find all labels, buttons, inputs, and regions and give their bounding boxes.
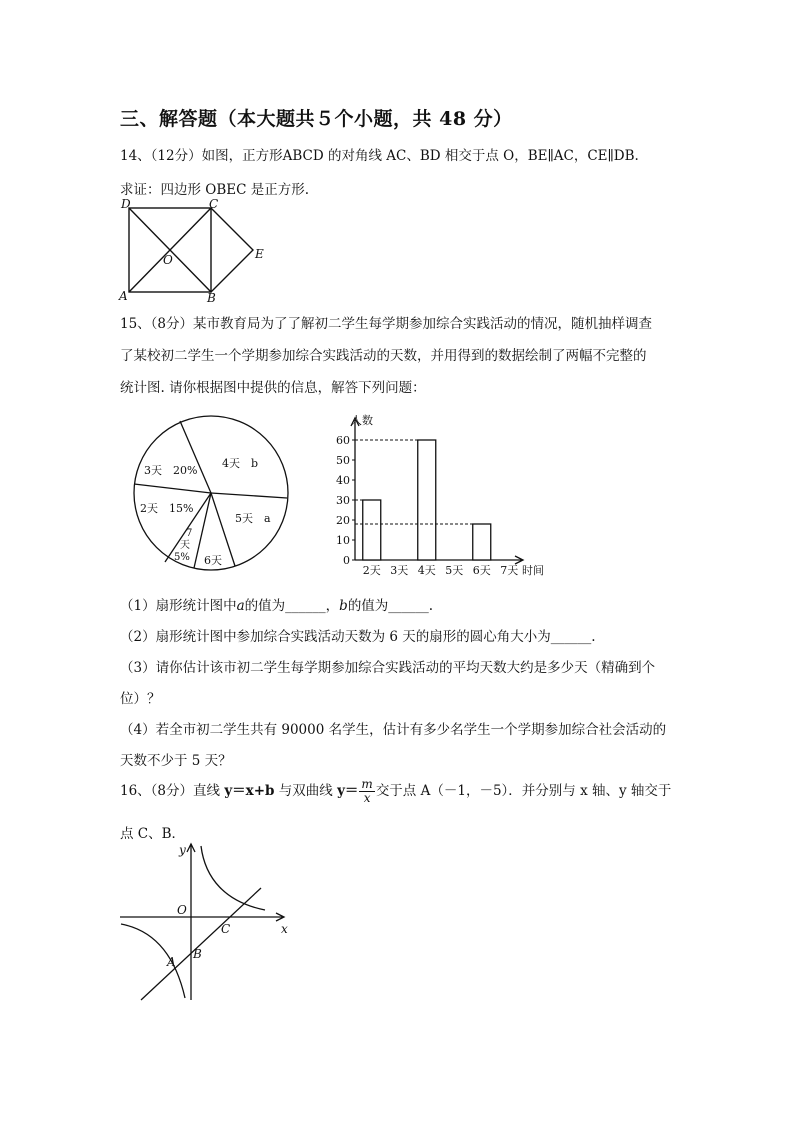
- y-tick-label: 0: [343, 554, 350, 567]
- q15-sub1: [120, 594, 433, 614]
- q16-post: 交于点 A（－1，－5）．并分别与 x 轴、y 轴交于: [375, 783, 672, 799]
- q15-line3: 统计图. 请你根据图中提供的信息，解答下列问题：: [120, 380, 426, 396]
- y-axis-label: 人数: [351, 414, 373, 427]
- label-b: B: [193, 947, 202, 961]
- q16-hyperbola-lhs: y＝: [337, 783, 359, 799]
- y-tick-label: 60: [336, 434, 350, 447]
- pie-label-5days: 5天 a: [235, 512, 271, 525]
- label-a: A: [167, 955, 176, 969]
- bar: [363, 500, 381, 560]
- label-c: C: [209, 197, 219, 211]
- bar: [473, 524, 491, 560]
- label-e: E: [255, 247, 264, 261]
- q15-sub3-line2: 位）？: [120, 691, 161, 707]
- pie-label-4days: 4天 b: [222, 457, 259, 470]
- q15-sub4-line2: 天数不少于 5 天？: [120, 753, 232, 769]
- q15-line2: 了某校初二学生一个学期参加综合实践活动的天数，并用得到的数据绘制了两幅不完整的: [120, 348, 647, 364]
- q14-line2: 求证：四边形 OBEC 是正方形.: [120, 182, 310, 198]
- label-d: D: [121, 197, 131, 211]
- x-tick-label: 7天: [500, 564, 519, 577]
- x-tick-label: 2天: [362, 564, 381, 577]
- x-tick-label: 6天: [472, 564, 491, 577]
- pie-divider-2: [134, 484, 211, 493]
- y-tick-label: 50: [336, 454, 350, 467]
- pie-label-6days: 6天: [204, 554, 222, 567]
- pie-label-2days: 2天 15%: [140, 502, 194, 515]
- pie-label-3days: 3天 20%: [144, 464, 198, 477]
- square-figure: [115, 196, 275, 306]
- q14-line1: 14、（12分）如图，正方形ABCD 的对角线 AC、BD 相交于点 O，BE∥AC，CE∥DB.: [120, 148, 639, 164]
- pie-divider-1: [180, 421, 211, 493]
- var-a: a: [236, 598, 245, 614]
- q16-line1: [120, 778, 671, 805]
- q16-fraction-denominator: x: [363, 791, 371, 805]
- var-b: b: [339, 598, 348, 614]
- hyperbola-figure: [115, 840, 295, 1005]
- q15-sub3-line1: （3）请你估计该市初二学生每学期参加综合实践活动的平均天数大约是多少天（精确到个: [120, 660, 656, 676]
- label-b: B: [207, 291, 216, 305]
- y-tick-label: 30: [336, 494, 350, 507]
- label-o: O: [163, 253, 173, 267]
- pie-chart: [130, 412, 295, 577]
- y-tick-label: 20: [336, 514, 350, 527]
- q15-sub4-line1: （4）若全市初二学生共有 90000 名学生，估计有多少名学生一个学期参加综合社会活动的: [120, 722, 667, 738]
- label-origin: O: [177, 903, 187, 917]
- x-tick-label: 5天: [445, 564, 464, 577]
- q16-fraction-numerator: m: [361, 777, 373, 791]
- axis-label-y: y: [179, 843, 186, 857]
- q16-line2: 点 C、B．: [120, 826, 186, 842]
- triangle-ce-eb: [211, 208, 253, 292]
- section-title: 三、解答题（本大题共５个小题，共 48 分）: [120, 108, 513, 130]
- pie-label-7days-pct: 5%: [174, 552, 190, 563]
- pie-label-7days-unit: 天: [180, 540, 190, 551]
- q16-fraction: [359, 778, 374, 805]
- x-axis-label: 时间: [522, 564, 544, 577]
- axis-label-x: x: [281, 922, 288, 936]
- hyperbola-branch-upper: [201, 846, 265, 910]
- x-tick-label: 3天: [390, 564, 409, 577]
- label-a: A: [119, 289, 128, 303]
- q16-mid: 与双曲线: [274, 783, 338, 799]
- q16-line-equation: y＝x+b: [224, 783, 275, 799]
- q16-pre: 16、（8分）直线: [120, 783, 225, 799]
- label-c: C: [221, 922, 231, 936]
- x-tick-label: 4天: [417, 564, 436, 577]
- q15-sub1-part-a: （1）扇形统计图中: [120, 598, 237, 614]
- y-tick-label: 10: [336, 534, 350, 547]
- q15-sub1-part-b: 的值为______，: [244, 598, 340, 614]
- pie-divider-6: [211, 493, 287, 498]
- bar-chart: [318, 410, 558, 582]
- q15-sub1-part-d: 的值为______.: [347, 598, 434, 614]
- q15-line1: 15、（8分）某市教育局为了了解初二学生每学期参加综合实践活动的情况，随机抽样调查: [120, 316, 653, 332]
- y-tick-label: 40: [336, 474, 350, 487]
- q15-sub2: （2）扇形统计图中参加综合实践活动天数为 6 天的扇形的圆心角大小为______.: [120, 629, 596, 645]
- pie-label-7days-num: 7: [186, 528, 193, 539]
- bar: [418, 440, 436, 560]
